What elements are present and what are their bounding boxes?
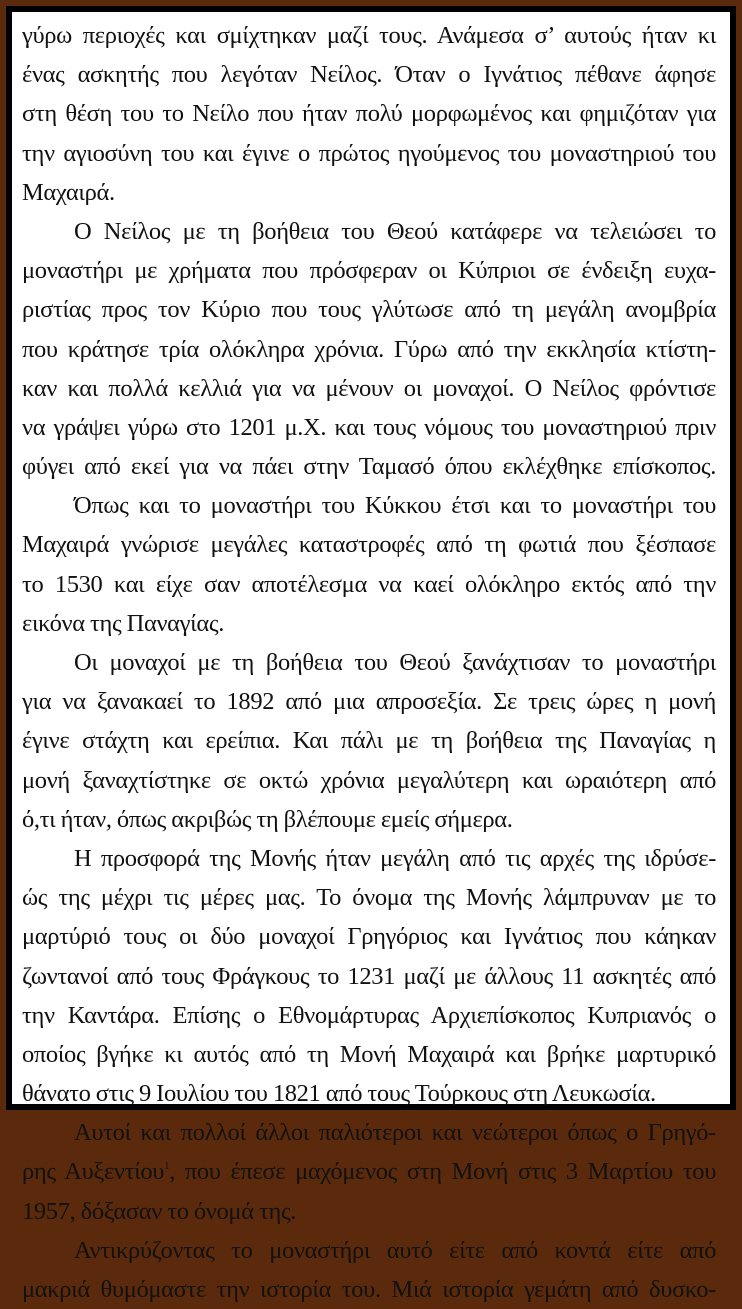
text-line: που κράτησε τρία ολόκληρα χρόνια. Γύρω από την εκκλησία κτίστη- bbox=[22, 335, 716, 363]
document-page bbox=[12, 12, 730, 1303]
text-line: ένας ασκητής που λεγόταν Νείλος. Όταν ο Ιγνάτιος πέθανε άφησε bbox=[22, 61, 716, 89]
text-line: το 1530 και είχε σαν αποτέλεσμα να καεί ολόκληρο εκτός από την bbox=[22, 570, 716, 598]
text-line: γύρω περιοχές και σμίχτηκαν μαζί τους. Ανάμεσα σ’ αυτούς ήταν κι bbox=[22, 22, 716, 49]
text-line: ώς της μέχρι τις μέρες μας. Το όνομα της Μονής λάμπρυναν με το bbox=[22, 884, 716, 912]
text-line: μονή ξαναχτίστηκε σε οκτώ χρόνια μεγαλύτερη και ωραιότερη από bbox=[22, 766, 716, 794]
text-line: ό,τι ήταν, όπως ακριβώς τη βλέπουμε εμείς σήμερα. bbox=[22, 805, 513, 833]
text-line: ζωντανοί από τους Φράγκους το 1231 μαζί με άλλους 11 ασκητές από bbox=[22, 962, 716, 990]
text-line: ριστίας προς τον Κύριο που τους γλύτωσε από τη μεγάλη ανομβρία bbox=[22, 296, 716, 324]
text-line: μακριά θυμόμαστε την ιστορία του. Μιά ιστορία γεμάτη από δυσκο- bbox=[22, 1276, 716, 1303]
text-line: καν και πολλά κελλιά για να μένουν οι μοναχοί. Ο Νείλος φρόντισε bbox=[22, 374, 716, 402]
text-line: Μαχαιρά γνώρισε μεγάλες καταστροφές από τη φωτιά που ξέσπασε bbox=[22, 531, 716, 559]
text-line: οποίος βγήκε κι αυτός από τη Μονή Μαχαιρά και βρήκε μαρτυρικό bbox=[22, 1040, 716, 1068]
text-line-with-footnote bbox=[22, 1152, 716, 1191]
text-line: 1957, δόξασαν το όνομά της. bbox=[22, 1197, 297, 1225]
text-line: Η προσφορά της Μονής ήταν μεγάλη από τις αρχές της ιδρύσε- bbox=[74, 844, 716, 872]
text-line: μαρτύριό τους οι δύο μοναχοί Γρηγόριος και Ιγνάτιος που κάηκαν bbox=[22, 923, 716, 951]
text-line: εικόνα της Παναγίας. bbox=[22, 609, 224, 637]
text-line: Οι μοναχοί με τη βοήθεια του Θεού ξανάχτισαν το μοναστήρι bbox=[74, 649, 716, 676]
text-line: την Καντάρα. Επίσης ο Εθνομάρτυρας Αρχιεπίσκοπος Κυπριανός ο bbox=[22, 1001, 716, 1029]
text-line: έγινε στάχτη και ερείπια. Και πάλι με τη βοήθεια της Παναγίας η bbox=[22, 727, 716, 755]
text-line: στη θέση του το Νείλο που ήταν πολύ μορφωμένος και φημιζόταν για bbox=[22, 100, 716, 128]
text-segment: ρης Αυξεντίου bbox=[22, 1158, 165, 1186]
text-line: Μαχαιρά. bbox=[22, 178, 115, 206]
text-segment: , που έπεσε μαχόμενος στη Μονή στις 3 Μαρτίου του bbox=[169, 1158, 716, 1186]
text-line: Ο Νείλος με τη βοήθεια του Θεού κατάφερε να τελειώσει το bbox=[74, 217, 716, 245]
text-line: μοναστήρι με χρήματα που πρόσφεραν οι Κύπριοι σε ένδειξη ευχα- bbox=[22, 257, 716, 285]
text-line: Αυτοί και πολλοί άλλοι παλιότεροι και νεώτεροι όπως ο Γρηγό- bbox=[74, 1119, 716, 1147]
text-line: για να ξανακαεί το 1892 από μια απροσεξία. Σε τρεις ώρες η μονή bbox=[22, 688, 716, 716]
outer-frame bbox=[6, 6, 736, 1303]
body-text bbox=[22, 16, 716, 1309]
text-line: Αντικρύζοντας το μοναστήρι αυτό είτε από κοντά είτε από bbox=[74, 1236, 716, 1264]
text-line: Όπως και το μοναστήρι του Κύκκου έτσι και το μοναστήρι του bbox=[74, 492, 716, 520]
text-line: θάνατο στις 9 Ιουλίου του 1821 από τους Τούρκους στη Λευκωσία. bbox=[22, 1080, 656, 1108]
text-line: να γράψει γύρω στο 1201 μ.Χ. και τους νόμους του μοναστηριού πριν bbox=[22, 413, 716, 441]
footnote-marker: 1 bbox=[164, 1160, 170, 1173]
text-line: φύγει από εκεί για να πάει στην Ταμασό όπου εκλέχθηκε επίσκοπος. bbox=[22, 453, 716, 481]
text-line: την αγιοσύνη του και έγινε ο πρώτος ηγούμενος του μοναστηριού του bbox=[22, 139, 716, 167]
